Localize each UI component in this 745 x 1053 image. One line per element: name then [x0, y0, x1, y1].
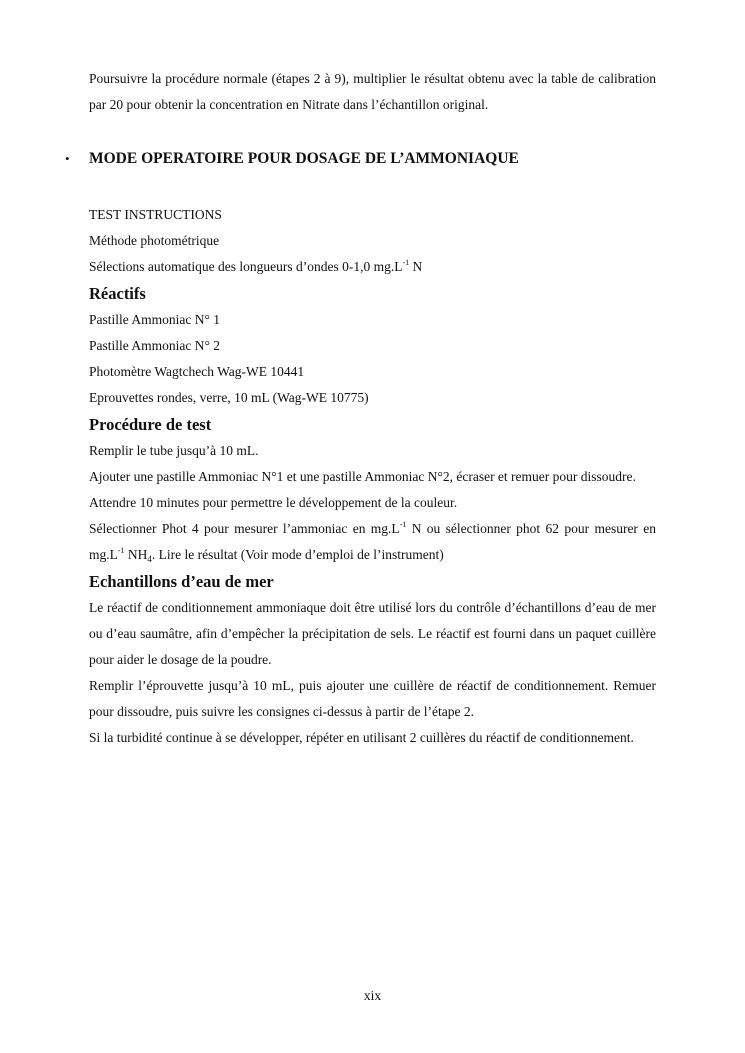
procedure-step: Attendre 10 minutes pour permettre le développement de la couleur.	[89, 495, 458, 510]
document-page	[65, 66, 657, 751]
eau-de-mer-paragraph: Le réactif de conditionnement ammoniaque doit être utilisé lors du contrôle d’échantillons d’eau de mer ou d’eau saumâtre, afin d’empêcher la précipitation de sels. Le réactif est fourni dans un paquet cuillère pour aider le dosage de la poudre.	[89, 600, 656, 667]
procedure-heading: Procédure de test	[89, 415, 212, 434]
wavelength-selection-line: Sélections automatique des longueurs d’ondes 0-1,0 $mg.L^{-1}$ N	[89, 258, 423, 274]
reactif-item: Eprouvettes rondes, verre, 10 mL (Wag-WE 10775)	[89, 390, 369, 405]
test-instructions-label: TEST INSTRUCTIONS	[89, 207, 222, 222]
eau-de-mer-heading: Echantillons d’eau de mer	[89, 572, 274, 591]
intro-paragraph: Poursuivre la procédure normale (étapes 2 à 9), multiplier le résultat obtenu avec la table de calibration par 20 pour obtenir la concentration en Nitrate dans l’échantillon original.	[89, 71, 656, 112]
eau-de-mer-paragraph: Remplir l’éprouvette jusqu’à 10 mL, puis ajouter une cuillère de réactif de conditionnement. Remuer pour dissoudre, puis suivre les consignes ci-dessus à partir de l’étape 2.	[89, 678, 656, 719]
reactif-item: Pastille Ammoniac N° 2	[89, 338, 221, 353]
section-title: MODE OPERATOIRE POUR DOSAGE DE L’AMMONIAQUE	[89, 150, 519, 167]
section-heading-row	[65, 146, 656, 172]
page-number: xix	[363, 988, 382, 1003]
procedure-step: Remplir le tube jusqu’à 10 mL.	[89, 443, 259, 458]
procedure-step-measure: Sélectionner Phot 4 pour mesurer l’ammoniac en $mg.L^{-1}$ N ou sélectionner phot 62 pour mesurer en $mg.L^{-1}$ $NH_4$. Lire le résultat (Voir mode d’emploi de l’instrument)	[89, 520, 657, 564]
reactif-item: Photomètre Wagtchech Wag-WE 10441	[89, 364, 305, 379]
procedure-step: Ajouter une pastille Ammoniac N°1 et une pastille Ammoniac N°2, écraser et remuer pour dissoudre.	[89, 469, 636, 484]
bullet-icon: •	[65, 151, 70, 166]
eau-de-mer-paragraph: Si la turbidité continue à se développer, répéter en utilisant 2 cuillères du réactif de conditionnement.	[89, 730, 634, 745]
method-label: Méthode photométrique	[89, 233, 220, 248]
reactifs-heading: Réactifs	[89, 284, 146, 303]
reactif-item: Pastille Ammoniac N° 1	[89, 312, 221, 327]
